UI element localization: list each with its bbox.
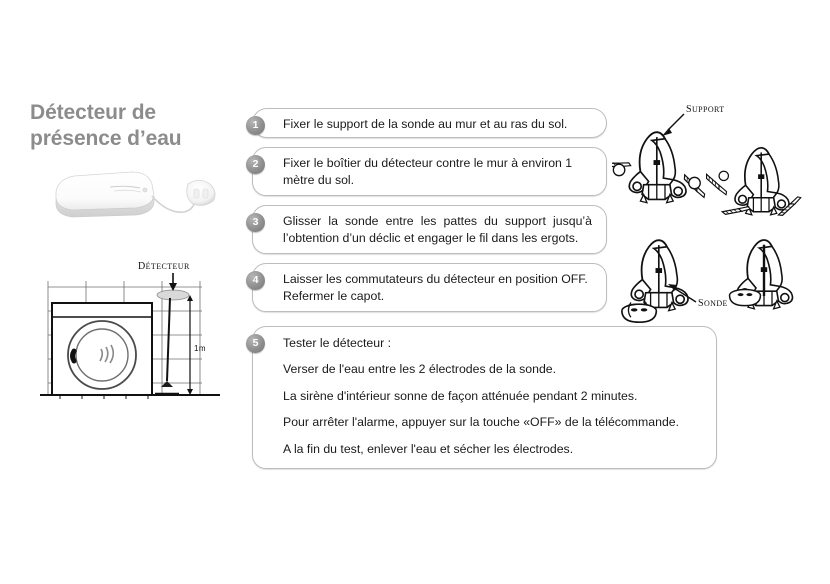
probe-illustration	[187, 180, 215, 205]
dimension-arrow-1m	[187, 295, 193, 395]
page-title	[30, 100, 230, 151]
detecteur-callout	[169, 273, 177, 291]
support-illustration-step1	[612, 132, 709, 203]
detector-on-wall-illustration	[157, 290, 189, 300]
wall-placement-diagram	[30, 255, 230, 405]
step-item-3	[252, 205, 607, 254]
step-number-badge-4: 4	[246, 271, 265, 290]
support-illustration-step2	[702, 148, 801, 222]
support-illustration-step4	[730, 240, 793, 309]
support-assembly-illustrations	[612, 100, 827, 332]
dimension-label-1m: 1m	[194, 344, 206, 353]
step-number-badge-5: 5	[246, 334, 265, 353]
sonde-label-rest: ONDE	[703, 299, 728, 308]
page-title-line2: présence d’eau	[30, 126, 182, 150]
left-column	[30, 100, 230, 353]
detector-body-illustration	[56, 172, 154, 217]
step-item-5	[252, 326, 717, 469]
step-item-1	[252, 108, 607, 138]
support-callout	[662, 114, 684, 136]
sonde-label-cap: S	[698, 298, 704, 309]
step-number-badge-1: 1	[246, 116, 265, 135]
support-illustration-step3	[622, 240, 688, 322]
step5-line-5: A la fin du test, enlever l'eau et sécher les électrodes.	[283, 441, 574, 456]
detecteur-label-rest: ÉTECTEUR	[145, 262, 190, 271]
product-photo	[48, 162, 223, 247]
step-text-4: Laisser les commutateurs du détecteur en position OFF. Refermer le capot.	[283, 272, 588, 304]
detecteur-label-cap: D	[138, 261, 146, 272]
sonde-label	[698, 298, 728, 309]
support-label	[686, 104, 725, 115]
page-title-line1: Détecteur de	[30, 101, 157, 124]
detecteur-label	[138, 261, 190, 272]
step-item-4	[252, 263, 607, 312]
step-text-3: Glisser la sonde entre les pattes du support jusqu’à l’obtention d’un déclic et engager le fil dans les ergots.	[283, 214, 592, 246]
cable-line	[167, 298, 170, 381]
step5-line-3: La sirène d'intérieur sonne de façon atténuée pendant 2 minutes.	[283, 388, 638, 403]
step-item-2	[252, 147, 607, 196]
step-text-1: Fixer le support de la sonde au mur et au ras du sol.	[283, 117, 568, 131]
step5-line-2: Verser de l'eau entre les 2 électrodes de la sonde.	[283, 362, 557, 377]
steps-list	[252, 108, 607, 321]
support-label-cap: S	[686, 104, 692, 115]
step-number-badge-2: 2	[246, 155, 265, 174]
step5-line-1: Tester le détecteur :	[283, 336, 391, 350]
step-text-2: Fixer le boîtier du détecteur contre le mur à environ 1 mètre du sol.	[283, 156, 573, 188]
step5-line-4: Pour arrêter l'alarme, appuyer sur la touche «OFF» de la télécommande.	[283, 415, 680, 430]
support-label-rest: UPPORT	[691, 105, 725, 114]
washing-machine-illustration	[52, 303, 152, 395]
step-number-badge-3: 3	[246, 213, 265, 232]
